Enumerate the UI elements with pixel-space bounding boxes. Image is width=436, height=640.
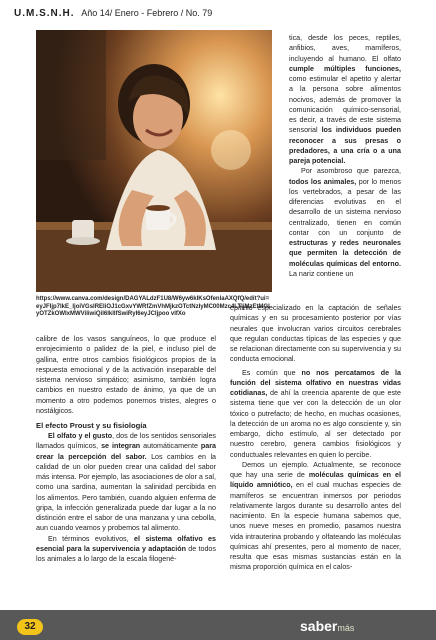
right-paragraph-3: Es común que no nos percatamos de la función del sistema olfativo en nuestras vidas cotidianas, de ahí la creencia aparente de que este sistema tiene que ver con la detección de un olor tóxico o putrefacto; de hecho, en muchas ocasiones, la detección de un aroma no es algo consciente y, sin embargo, dicho estímulo, al ser detectado por nuestro cerebro, genera cambios fisiológicos y conductuales relevantes en quien lo percibe. (230, 368, 401, 459)
left-paragraph-1: calibre de los vasos sanguíneos, lo que produce el enrojecimiento o palidez de la piel, e incluso piel de gallina, entre otros cambios fisiológicos propios de la respuesta emocional y de la activación inseparable del sistema nervioso simpático; asimismo, también logra cambios en nuestro estado de ánimo, ya que de un momento a otro podemos ponernos tristes, alegres o nostálgicos. (36, 335, 216, 415)
section-heading: El efecto Proust y su fisiología (36, 421, 147, 430)
header-brand: U.M.S.N.H. (14, 8, 75, 19)
page-number-badge: 32 (17, 619, 43, 635)
header-issue: Año 14/ Enero - Febrero / No. 79 (81, 8, 213, 18)
left-column (36, 334, 216, 564)
right-column-top (289, 33, 401, 279)
right-paragraph-1: tica, desde los peces, reptiles, anfibios, aves, mamíferos, incluyendo al humano. El olfato cumple múltiples funciones, como estimular el apetito y alertar a la persona sobre alimentos nocivos, además de promover la comunicación químico-sensorial, es decir, a través de este sistema sensorial los individuos pueden reconocer a sus presas o predadores, a una cría o a una pareja potencial. (289, 34, 401, 165)
right-paragraph-4: Demos un ejemplo. Actualmente, se reconoce que hay una serie de moléculas químicas en el líquido amniótico, en el cual muchas especies de mamíferos se encuentran inmersos por periodos relativamente largos durante su desarrollo antes del nacimiento. En la especie humana sabemos que, unos nueve meses en promedio, pasamos nuestra vida intrauterina probando y olfateando las moléculas químicas ahí presentes, pero al momento de nacer, resulta que esas mismas sustancias están en la misma proporción química en el calos- (230, 460, 402, 572)
page-header (14, 8, 424, 24)
left-paragraph-2: El olfato y el gusto, dos de los sentidos sensoriales llamados químicos, se integran automáticamente para crear la percepción del sabor. Los cambios en la calidad de un olor pueden crear una calidad del sabor más intensa. Por ejemplo, las asociaciones de olor a sal, como una sardina, aumentan la salinidad percibida en los alimentos. Pero también, cuando alguien enferma de gripa, la infección generalizada puede dar lugar a la no distinción entre el sabor de una manzana y una cebolla, aun cuando veamos y probemos tal alimento. (36, 432, 216, 533)
bold-olfato-gusto: El olfato y el gusto (48, 432, 113, 440)
photo-caption-url: https://www.canva.com/design/DAGYALdzF1U8/W6yw6kIKsOfenlaAXQfQ/edit?ui=eyJFIjp7IkE_IjoiVGslREIiOJ1cGxvYWRfZmVhMjkzOTctNzIyMC00Mzc4LTljMzEtMGIyOTZkOWIxMWViIiwiQiI6IkllfSwiRyI6eyJCIjpoo vlfXo (36, 296, 270, 318)
woman-coffee-illustration (36, 30, 272, 292)
page-footer (0, 610, 436, 640)
article-photo (36, 30, 272, 292)
right-paragraph-2-continued: epitelio especializado en la captación de señales químicas y en su procesamiento posterior por vías neurales que involucran varios circuitos cerebrales que regulan conductas típicas de las especies y que se relacionan directamente con su supervivencia y su conducta emocional. (230, 304, 401, 364)
right-column-bottom (230, 303, 401, 573)
right-paragraph-2: Por asombroso que parezca, todos los animales, por lo menos los vertebrados, a pesar de las diferencias evolutivas en el desarrollo de un sistema nervioso centralizado, tienen en común contar con un conjunto de estructuras y redes neuronales que permiten la detección de moléculas químicas del entorno. La nariz contiene un (289, 167, 401, 278)
saber-mas-logo: sabermás (300, 618, 355, 634)
left-paragraph-3: En términos evolutivos, el sistema olfativo es esencial para la supervivencia y adaptación de todos los animales a lo largo de la escala filogené- (36, 534, 216, 563)
